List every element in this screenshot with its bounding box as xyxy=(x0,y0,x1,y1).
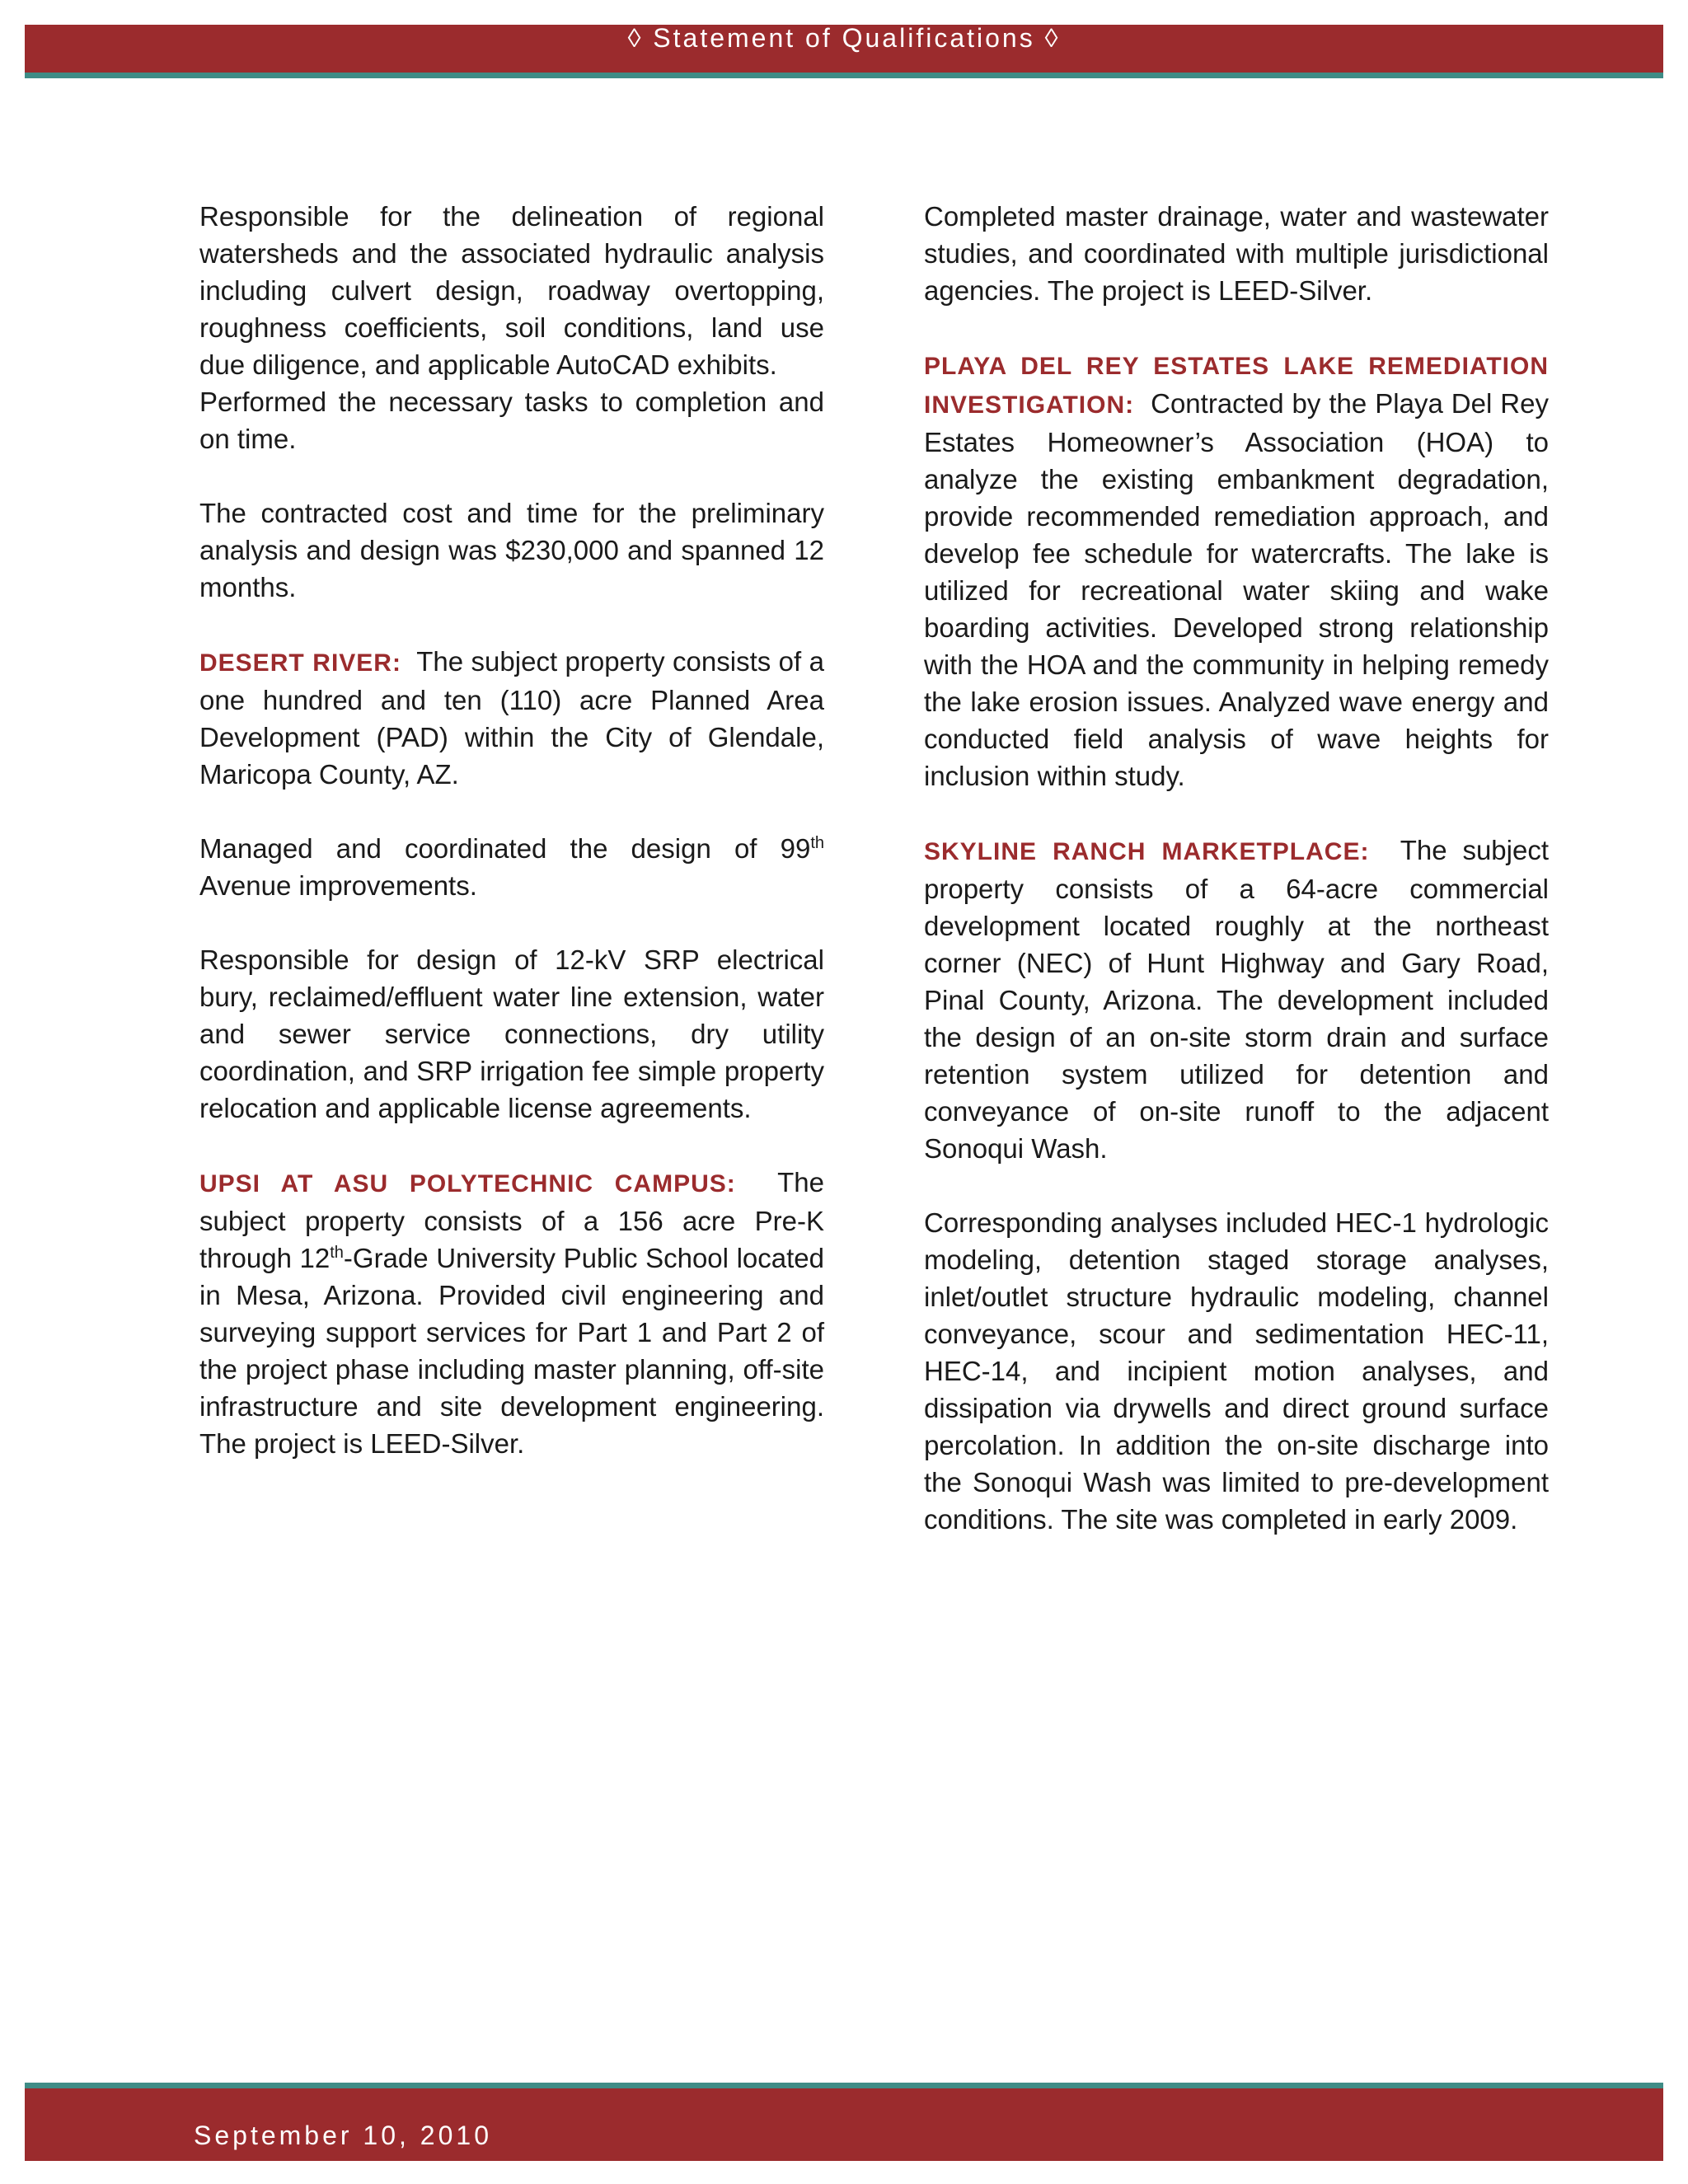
upsi-text-start: The subject property consists of a 156 acre Pre-K through 12 xyxy=(199,1167,824,1273)
page-header-title: ◊ Statement of Qualifications ◊ xyxy=(627,23,1061,53)
left-column xyxy=(199,198,824,1462)
avenue-text-start: Managed and coordinated the design of 99 xyxy=(199,833,811,864)
avenue-text-end: Avenue improvements. xyxy=(199,870,477,901)
upsi-superscript: th xyxy=(330,1244,344,1262)
analyses-paragraph: Corresponding analyses included HEC-1 hydrologic modeling, detention staged storage analyses, inlet/outlet structure hydraulic modeling, channel conveyance, scour and sedimentation HEC-11, HEC-14, and incipient motion analyses, and dissipation via drywells and direct ground surface percolation. In addition the on-site discharge into the Sonoqui Wash was limited to pre-development conditions. The site was completed in early 2009. xyxy=(924,1207,1549,1535)
avenue-paragraph xyxy=(199,830,824,904)
upsi-paragraph xyxy=(199,1164,824,1462)
master-drainage-paragraph: Completed master drainage, water and wastewater studies, and coordinated with multiple jurisdictional agencies. The project is LEED-Silver. xyxy=(924,201,1549,306)
skyline-text: The subject property consists of a 64-acre commercial development located roughly at the northeast corner (NEC) of Hunt Highway and Gary Road, Pinal County, Arizona. The development included the design of an on-site storm drain and surface retention system utilized for detention and conveyance of on-site runoff to the adjacent Sonoqui Wash. xyxy=(924,835,1550,1164)
playa-text: Contracted by the Playa Del Rey Estates Homeowner’s Association (HOA) to analyze the existing embankment degradation, provide recommended remediation approach, and develop fee schedule for watercrafts. The lake is utilized for recreational water skiing and wake boarding activities. Developed strong relationship with the HOA and the community in helping remedy the lake erosion issues. Analyzed wave energy and conducted field analysis of wave heights for inclusion within study. xyxy=(924,388,1549,791)
cost-paragraph: The contracted cost and time for the preliminary analysis and design was $230,000 and spanned 12 months. xyxy=(199,498,824,602)
upsi-heading: UPSI AT ASU POLYTECHNIC CAMPUS: xyxy=(199,1170,736,1197)
skyline-heading: SKYLINE RANCH MARKETPLACE: xyxy=(924,838,1370,865)
completion-paragraph: Performed the necessary tasks to completion and on time. xyxy=(199,387,824,454)
playa-heading: PLAYA DEL REY ESTATES LAKE REMEDIATION INVESTIGATION: xyxy=(924,353,1549,419)
footer-divider xyxy=(25,2083,1663,2088)
skyline-paragraph xyxy=(924,832,1549,1167)
header-divider xyxy=(25,73,1663,78)
playa-paragraph xyxy=(924,346,1549,794)
desert-river-paragraph xyxy=(199,643,824,793)
right-column xyxy=(924,198,1549,1538)
header-bar xyxy=(25,25,1663,73)
avenue-superscript: th xyxy=(810,834,824,852)
desert-river-text: The subject property consists of a one hundred and ten (110) acre Planned Area Development (PAD) within the City of Glendale, Maricopa County, AZ. xyxy=(199,646,824,790)
electrical-paragraph: Responsible for design of 12-kV SRP electrical bury, reclaimed/effluent water line extension, water and sewer service connections, dry utility coordination, and SRP irrigation fee simple property relocation and applicable license agreements. xyxy=(199,944,824,1123)
footer-date: September 10, 2010 xyxy=(194,2121,492,2150)
upsi-text-end: -Grade University Public School located in Mesa, Arizona. Provided civil engineering and surveying support services for Part 1 and Part 2 of the project phase including master planning, off-site infrastructure and site development engineering. The project is LEED-Silver. xyxy=(199,1243,824,1459)
watershed-paragraph: Responsible for the delineation of regional watersheds and the associated hydraulic analysis including culvert design, roadway overtopping, roughness coefficients, soil conditions, land use due diligence, and applicable AutoCAD exhibits. xyxy=(199,201,824,380)
desert-river-heading: DESERT RIVER: xyxy=(199,649,401,677)
